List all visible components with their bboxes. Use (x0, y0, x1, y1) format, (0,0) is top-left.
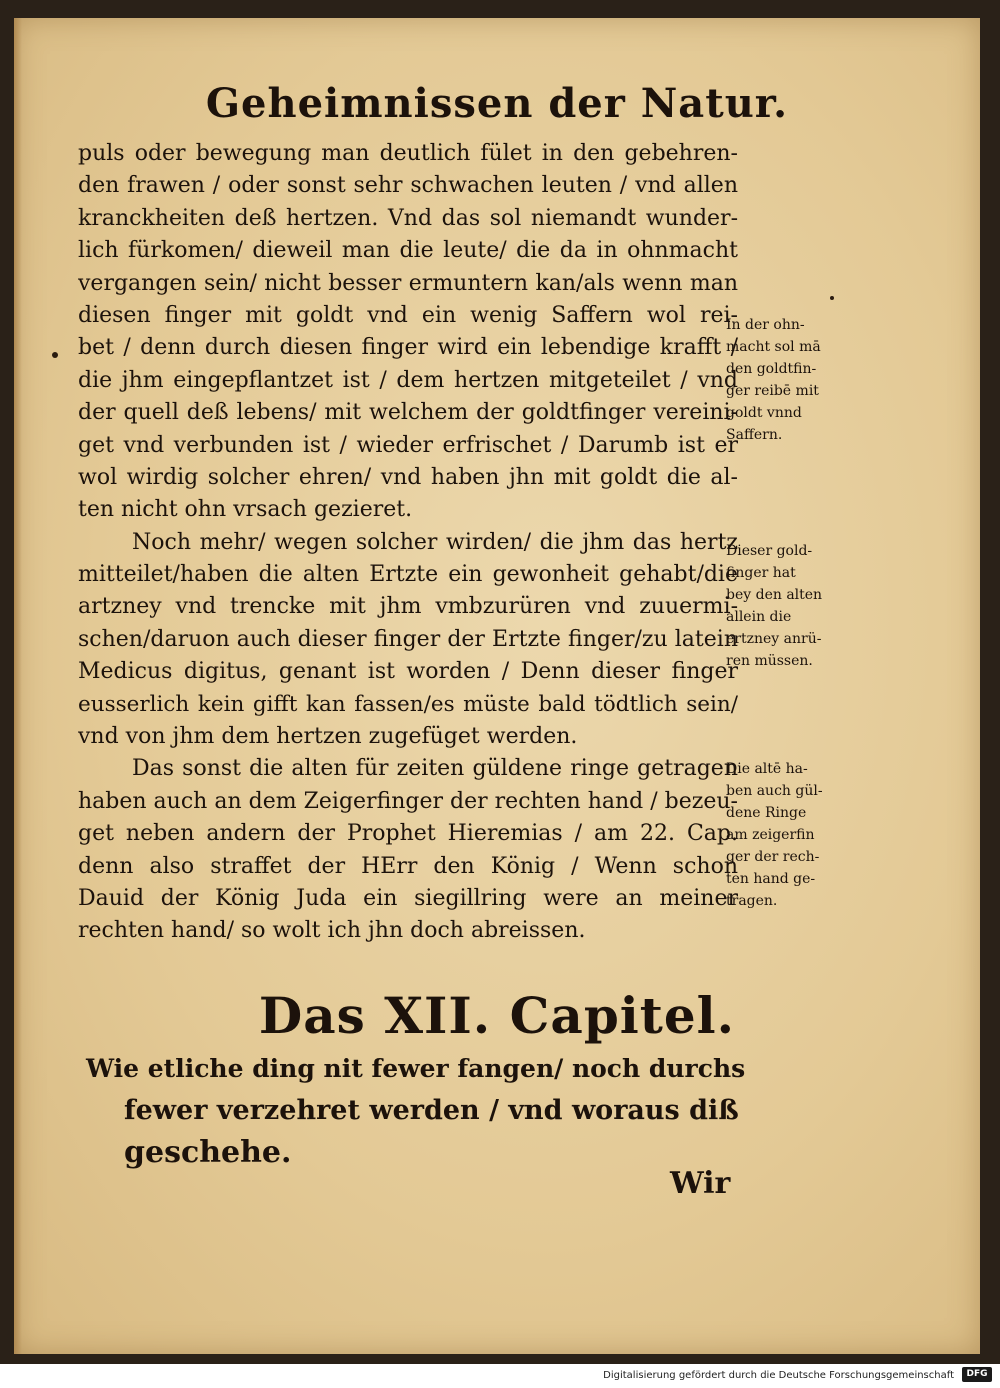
text-line: get neben andern der Prophet Hieremias / am 22. Cap. (78, 821, 738, 847)
text-line: die jhm eingepflantzet ist / dem hertzen mitgeteilet / vnd (78, 367, 738, 393)
text-line: schen/daruon auch dieser finger der Ertzte finger/zu latein (78, 626, 738, 652)
text-line: Medicus digitus, genant ist worden / Denn dieser finger (78, 659, 738, 685)
margin-note-line: Saffern. (726, 427, 783, 443)
margin-note-line: dene Ringe (726, 805, 807, 821)
text-line: eusserlich kein gifft kan fassen/es müste bald tödtlich sein/ (78, 691, 738, 717)
text-line: bet / denn durch diesen finger wird ein lebendige krafft / (78, 335, 738, 361)
margin-note-line: finger hat (726, 565, 796, 581)
text-line: vergangen sein/ nicht besser ermuntern kan/als wenn man (78, 270, 738, 296)
chapter-subtitle-line: geschehe. (124, 1135, 292, 1170)
catchword: Wir (670, 1166, 731, 1201)
margin-note-line: ger der rech- (726, 849, 820, 865)
margin-note-line: ten hand ge- (726, 871, 816, 887)
margin-note-line: den goldtfin- (726, 361, 817, 377)
page-edge-shadow (14, 18, 22, 1354)
margin-note-ohnmacht (726, 314, 858, 446)
text-line: puls oder bewegung man deutlich fület in den gebehren- (78, 141, 738, 166)
margin-note-line: Dieser gold- (726, 543, 813, 559)
text-line: ten nicht ohn vrsach gezieret. (78, 497, 413, 523)
running-head: Geheimnissen der Natur. (205, 80, 789, 127)
margin-note-line: In der ohn- (726, 317, 805, 333)
text-line: get vnd verbunden ist / wieder erfrischet / Darumb ist er (78, 432, 738, 458)
chapter-title: Das XII. Capitel. (258, 986, 736, 1045)
text-line: vnd von jhm dem hertzen zugefüget werden. (78, 724, 578, 750)
margin-note-line: bey den alten (726, 587, 823, 603)
text-line: haben auch an dem Zeigerfinger der rechten hand / bezeu- (78, 788, 738, 814)
ink-speck (52, 352, 58, 358)
text-line: rechten hand/ so wolt ich jhn doch abreissen. (78, 918, 586, 944)
ink-speck (830, 296, 834, 300)
book-page (14, 18, 980, 1354)
margin-note-goldfinger (726, 540, 858, 672)
margin-note-line: Die altē ha- (726, 761, 808, 777)
margin-note-line: allein die (726, 609, 792, 625)
paragraph-start-line: Das sonst die alten für zeiten güldene ringe getragen (132, 756, 738, 782)
chapter-subtitle (86, 1048, 746, 1174)
text-line: der quell deß lebens/ mit welchem der goldtfinger vereini- (78, 400, 738, 426)
text-line: mitteilet/haben die alten Ertzte ein gewonheit gehabt/die (78, 562, 738, 588)
chapter-subtitle-line: Wie etliche ding nit fewer fangen/ noch durchs (86, 1054, 746, 1083)
margin-note-line: ren müssen. (726, 653, 813, 669)
text-line: denn also straffet der HErr den König / Wenn schon (78, 853, 738, 879)
margin-note-line: macht sol mā (726, 339, 821, 355)
margin-note-line: ertzney anrü- (726, 631, 822, 647)
margin-note-line: ger reibē mit (726, 383, 819, 399)
body-text (78, 138, 738, 948)
margin-note-line: tragen. (726, 893, 778, 909)
dfg-logo-icon: DFG (962, 1367, 992, 1382)
chapter-subtitle-line: fewer verzehret werden / vnd woraus diß (124, 1095, 739, 1126)
margin-note-ringe (726, 758, 858, 912)
text-line: artzney vnd trencke mit jhm vmbzurüren vnd zuuermi- (78, 594, 738, 620)
text-line: diesen finger mit goldt vnd ein wenig Saffern wol rei- (78, 302, 738, 328)
text-line: Dauid der König Juda ein siegillring were an meiner (78, 885, 738, 911)
funding-credit: Digitalisierung gefördert durch die Deutsche Forschungsgemeinschaft (603, 1370, 954, 1381)
text-line: lich fürkomen/ dieweil man die leute/ die da in ohnmacht (78, 238, 738, 264)
margin-note-line: ben auch gül- (726, 783, 823, 799)
margin-note-line: goldt vnnd (726, 405, 802, 421)
margin-note-line: am zeigerfin (726, 827, 815, 843)
text-line: kranckheiten deß hertzen. Vnd das sol niemandt wunder- (78, 205, 738, 231)
paragraph-start-line: Noch mehr/ wegen solcher wirden/ die jhm das hertz (132, 529, 738, 555)
text-line: den frawen / oder sonst sehr schwachen leuten / vnd allen (78, 173, 738, 199)
text-line: wol wirdig solcher ehren/ vnd haben jhn mit goldt die al- (78, 464, 738, 490)
